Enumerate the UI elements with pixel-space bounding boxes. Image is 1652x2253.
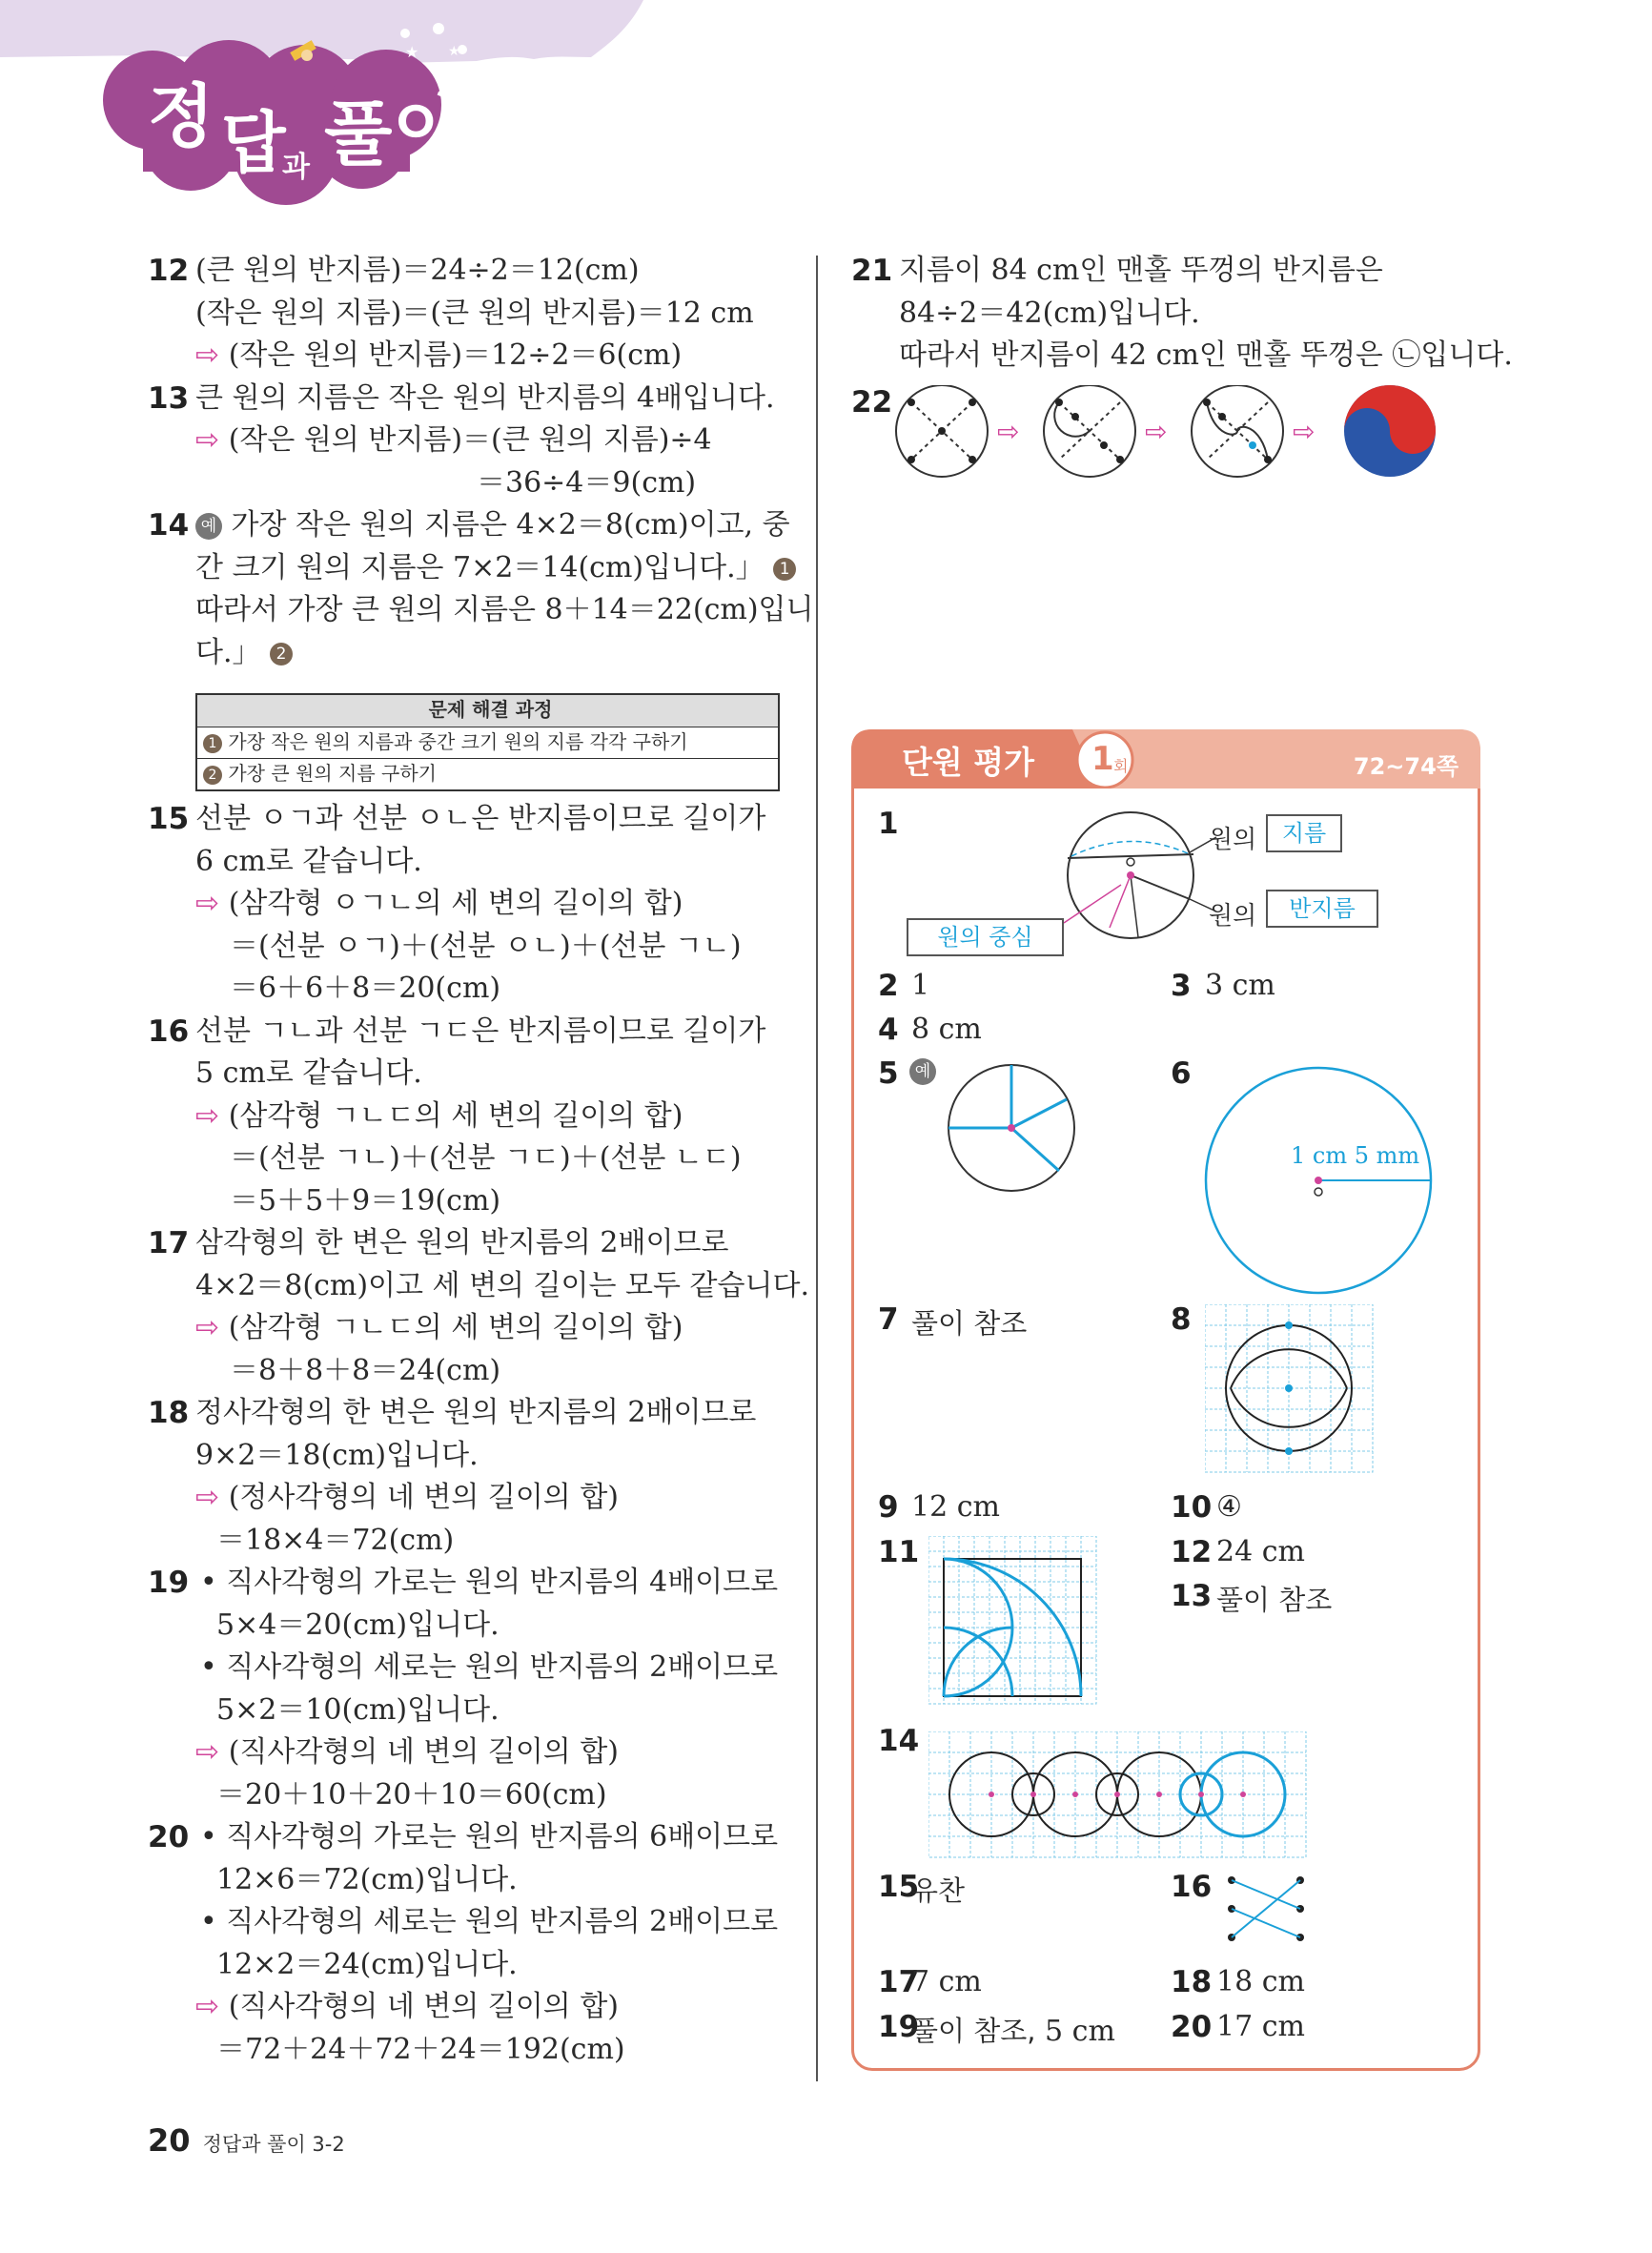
text-line: ＝(선분 ㅇㄱ)＋(선분 ㅇㄴ)＋(선분 ㄱㄴ) <box>230 929 742 963</box>
text-line: 5×4＝20(cm)입니다. <box>216 1608 500 1642</box>
answer-box-diameter: 지름 <box>1266 814 1342 852</box>
q11-grid-diagram <box>928 1536 1100 1708</box>
text-line: 큰 원의 지름은 작은 원의 반지름의 4배입니다. <box>195 380 775 415</box>
q6-radius-label: 1 cm 5 mm <box>1291 1142 1420 1169</box>
text-line: 12×2＝24(cm)입니다. <box>216 1947 518 1981</box>
bullet: • <box>200 1566 217 1599</box>
q-answer: 3 cm <box>1205 969 1275 1002</box>
problem-number: 20 <box>148 1820 190 1854</box>
text-line: (작은 원의 반지름)＝(큰 원의 지름)÷4 <box>228 423 712 457</box>
text-line: 9×2＝18(cm)입니다. <box>195 1438 479 1472</box>
q-answer: 12 cm <box>911 1490 1000 1524</box>
q14-grid-diagram <box>928 1731 1310 1865</box>
taegeuk-icon <box>1344 385 1436 477</box>
answer-box-radius: 반지름 <box>1266 890 1378 928</box>
text-line: 가장 작은 원의 지름은 4×2＝8(cm)이고, 중 <box>231 508 790 542</box>
q-answer: 유찬 <box>911 1874 966 1907</box>
problem-22 <box>851 378 1519 482</box>
text-line: 정사각형의 한 변은 원의 반지름의 2배이므로 <box>195 1396 757 1429</box>
problem-15 <box>148 798 796 1011</box>
q-answer: ④ <box>1216 1490 1242 1524</box>
q6-circle-diagram <box>1199 1061 1438 1300</box>
svg-text:⇨: ⇨ <box>997 415 1020 447</box>
right-column <box>851 250 1519 482</box>
q-number: 10 <box>1171 1490 1213 1525</box>
q-number: 17 <box>878 1965 920 1999</box>
arrow-icon: ⇨ <box>195 1311 220 1344</box>
problem-18 <box>148 1392 796 1562</box>
q-number: 5 <box>878 1056 899 1091</box>
svg-text:⇨: ⇨ <box>1145 415 1168 447</box>
problem-number: 18 <box>148 1396 190 1430</box>
q-number: 19 <box>878 2010 920 2044</box>
process-text: 가장 작은 원의 지름과 중간 크기 원의 지름 각각 구하기 <box>228 730 688 753</box>
step-marker-1: 1 <box>203 734 222 753</box>
problem-14 <box>148 504 814 674</box>
round-number: 1 <box>1091 740 1114 778</box>
svg-text:⇨: ⇨ <box>1293 415 1315 447</box>
q-number: 11 <box>878 1535 920 1569</box>
text-line: ＝8＋8＋8＝24(cm) <box>230 1353 501 1387</box>
problem-number: 15 <box>148 802 190 836</box>
problem-16 <box>148 1011 796 1223</box>
q-number: 18 <box>1171 1965 1213 1999</box>
problem-number: 22 <box>851 384 893 420</box>
text-line: 6 cm로 같습니다. <box>195 844 422 878</box>
svg-text:★: ★ <box>448 44 460 59</box>
step-marker-2: 2 <box>203 766 222 785</box>
problem-12 <box>148 250 796 378</box>
q-number: 14 <box>878 1724 920 1758</box>
q5-circle-diagram <box>945 1061 1078 1195</box>
problem-number: 21 <box>851 254 893 288</box>
q-number: 9 <box>878 1490 899 1525</box>
text-line: 직사각형의 세로는 원의 반지름의 2배이므로 <box>226 1650 779 1684</box>
q-answer: 24 cm <box>1216 1535 1305 1568</box>
q-number: 8 <box>1171 1302 1192 1337</box>
q-number: 2 <box>878 969 899 1003</box>
label-text: 원의 <box>1209 826 1257 854</box>
problem-21 <box>851 250 1519 378</box>
text-line: (삼각형 ㄱㄴㄷ의 세 변의 길이의 합) <box>228 1098 683 1133</box>
text-line: 12×6＝72(cm)입니다. <box>216 1862 518 1896</box>
unit-test-box <box>851 729 1480 2071</box>
taegeuk-steps-diagram <box>894 385 1504 490</box>
logo-char-3: 풀 <box>324 93 393 175</box>
example-mark: 예 <box>909 1058 936 1085</box>
logo-char-2: 답 <box>221 104 286 182</box>
q-number: 16 <box>1171 1870 1213 1904</box>
text-line: 직사각형의 가로는 원의 반지름의 4배이므로 <box>226 1566 779 1599</box>
text-line: (작은 원의 반지름)＝12÷2＝6(cm) <box>228 338 683 372</box>
q-answer: 8 cm <box>911 1013 982 1046</box>
arrow-icon: ⇨ <box>195 423 220 457</box>
text-line: ＝72＋24＋72＋24＝192(cm) <box>216 2032 625 2066</box>
footer-title: 정답과 풀이 3-2 <box>202 2133 345 2156</box>
problem-17 <box>148 1222 809 1392</box>
logo-char-1: 정 <box>148 76 214 156</box>
q-answer: 풀이 참조 <box>1216 1584 1333 1616</box>
q19-answer-a: 풀이 참조, <box>911 2015 1036 2047</box>
text-line: 지름이 84 cm인 맨홀 뚜껑의 반지름은 <box>899 254 1383 287</box>
q16-line-diagram <box>1224 1873 1310 1949</box>
q-number: 12 <box>1171 1535 1213 1569</box>
answer-box-center: 원의 중심 <box>907 918 1064 956</box>
problem-number: 19 <box>148 1566 190 1600</box>
arrow-icon: ⇨ <box>195 1098 220 1133</box>
label-text: 원의 <box>1209 902 1257 931</box>
page-number: 20 <box>148 2122 191 2159</box>
text-line: ＝20＋10＋20＋10＝60(cm) <box>216 1777 607 1812</box>
text-line: 5×2＝10(cm)입니다. <box>216 1692 500 1727</box>
text-line: 따라서 반지름이 42 cm인 맨홀 뚜껑은 ㉡입니다. <box>899 338 1513 372</box>
text-line: 선분 ㄱㄴ과 선분 ㄱㄷ은 반지름이므로 길이가 <box>195 1014 766 1048</box>
bullet: • <box>200 1650 217 1684</box>
process-row-1 <box>197 727 778 758</box>
step-marker-1: 1 <box>773 558 796 581</box>
example-mark: 예 <box>195 513 222 540</box>
q-number: 4 <box>878 1013 899 1047</box>
text-line: 따라서 가장 큰 원의 지름은 8＋14＝22(cm)입니 <box>195 593 814 626</box>
header-banner <box>0 0 648 229</box>
q-number: 6 <box>1171 1056 1192 1091</box>
process-table <box>195 693 780 791</box>
text-line: 5 cm로 같습니다. <box>195 1056 422 1090</box>
process-title: 문제 해결 과정 <box>197 695 778 727</box>
svg-text:★: ★ <box>405 43 419 61</box>
text-line: ＝6＋6＋8＝20(cm) <box>230 972 501 1005</box>
unit-title: 단원 평가 <box>902 744 1035 781</box>
q-number: 20 <box>1171 2010 1213 2044</box>
text-line: 직사각형의 세로는 원의 반지름의 2배이므로 <box>226 1905 779 1938</box>
q-answer: 18 cm <box>1216 1965 1305 1998</box>
text-line: ＝(선분 ㄱㄴ)＋(선분 ㄱㄷ)＋(선분 ㄴㄷ) <box>230 1141 742 1175</box>
q-answer: 7 cm <box>911 1965 982 1998</box>
q19-answer-b: 5 cm <box>1045 2015 1115 2048</box>
text-line: ＝5＋5＋9＝19(cm) <box>230 1183 501 1218</box>
text-line: (삼각형 ㄱㄴㄷ의 세 변의 길이의 합) <box>228 1311 683 1344</box>
process-text: 가장 큰 원의 지름 구하기 <box>228 762 437 785</box>
arrow-icon: ⇨ <box>195 1990 220 2023</box>
problem-number: 17 <box>148 1226 190 1260</box>
logo-char-4: 이 <box>393 88 461 170</box>
text-line: (직사각형의 네 변의 길이의 합) <box>228 1735 619 1769</box>
q-number: 13 <box>1171 1579 1213 1613</box>
text-line: ＝36÷4＝9(cm) <box>477 465 697 500</box>
bullet: • <box>200 1905 217 1938</box>
q-number: 1 <box>878 807 899 841</box>
problem-number: 16 <box>148 1014 190 1049</box>
problem-20 <box>148 1816 796 2071</box>
text-line: 84÷2＝42(cm)입니다. <box>899 296 1200 330</box>
text-line: 4×2＝8(cm)이고 세 변의 길이는 모두 같습니다. <box>195 1268 809 1302</box>
text-line: (삼각형 ㅇㄱㄴ의 세 변의 길이의 합) <box>228 887 683 920</box>
q-number: 7 <box>878 1302 899 1337</box>
text-line: 삼각형의 한 변은 원의 반지름의 2배이므로 <box>195 1226 729 1260</box>
q8-grid-diagram <box>1205 1304 1377 1476</box>
logo-char-small: 과 <box>282 151 310 184</box>
q-answer: 17 cm <box>1216 2010 1305 2043</box>
problem-13 <box>148 378 796 505</box>
problem-number: 12 <box>148 254 190 288</box>
q-number: 3 <box>1171 969 1192 1003</box>
text-line: 선분 ㅇㄱ과 선분 ㅇㄴ은 반지름이므로 길이가 <box>195 802 766 835</box>
step-marker-2: 2 <box>270 643 293 666</box>
q-answer: 풀이 참조 <box>911 1307 1028 1340</box>
q-answer <box>911 2010 1115 2049</box>
problem-number: 13 <box>148 380 190 416</box>
problem-19 <box>148 1562 796 1816</box>
arrow-icon: ⇨ <box>195 338 220 372</box>
text-line: (작은 원의 지름)＝(큰 원의 반지름)＝12 cm <box>195 296 754 330</box>
text-line: (직사각형의 네 변의 길이의 합) <box>228 1990 619 2023</box>
round-suffix: 회 <box>1113 757 1129 775</box>
problem-number: 14 <box>148 508 190 543</box>
text-line: 간 크기 원의 지름은 7×2＝14(cm)입니다.」 <box>195 550 765 584</box>
text-line: 다.」 <box>195 635 261 669</box>
text-line: (큰 원의 반지름)＝24÷2＝12(cm) <box>195 254 640 287</box>
process-row-2 <box>197 758 778 789</box>
text-line: 직사각형의 가로는 원의 반지름의 6배이므로 <box>226 1820 779 1854</box>
text-line: (정사각형의 네 변의 길이의 합) <box>228 1481 619 1514</box>
q-number: 15 <box>878 1870 920 1904</box>
q-answer: 1 <box>911 969 930 1002</box>
arrow-icon: ⇨ <box>195 1735 220 1769</box>
text-line: ＝18×4＝72(cm) <box>216 1523 455 1557</box>
page-range: 72~74쪽 <box>1353 753 1458 780</box>
page-footer <box>148 2122 345 2159</box>
arrow-icon: ⇨ <box>195 887 220 920</box>
column-divider <box>816 256 818 2081</box>
left-column-lower <box>148 798 809 2071</box>
left-column <box>148 250 814 674</box>
arrow-icon: ⇨ <box>195 1481 220 1514</box>
bullet: • <box>200 1820 217 1854</box>
